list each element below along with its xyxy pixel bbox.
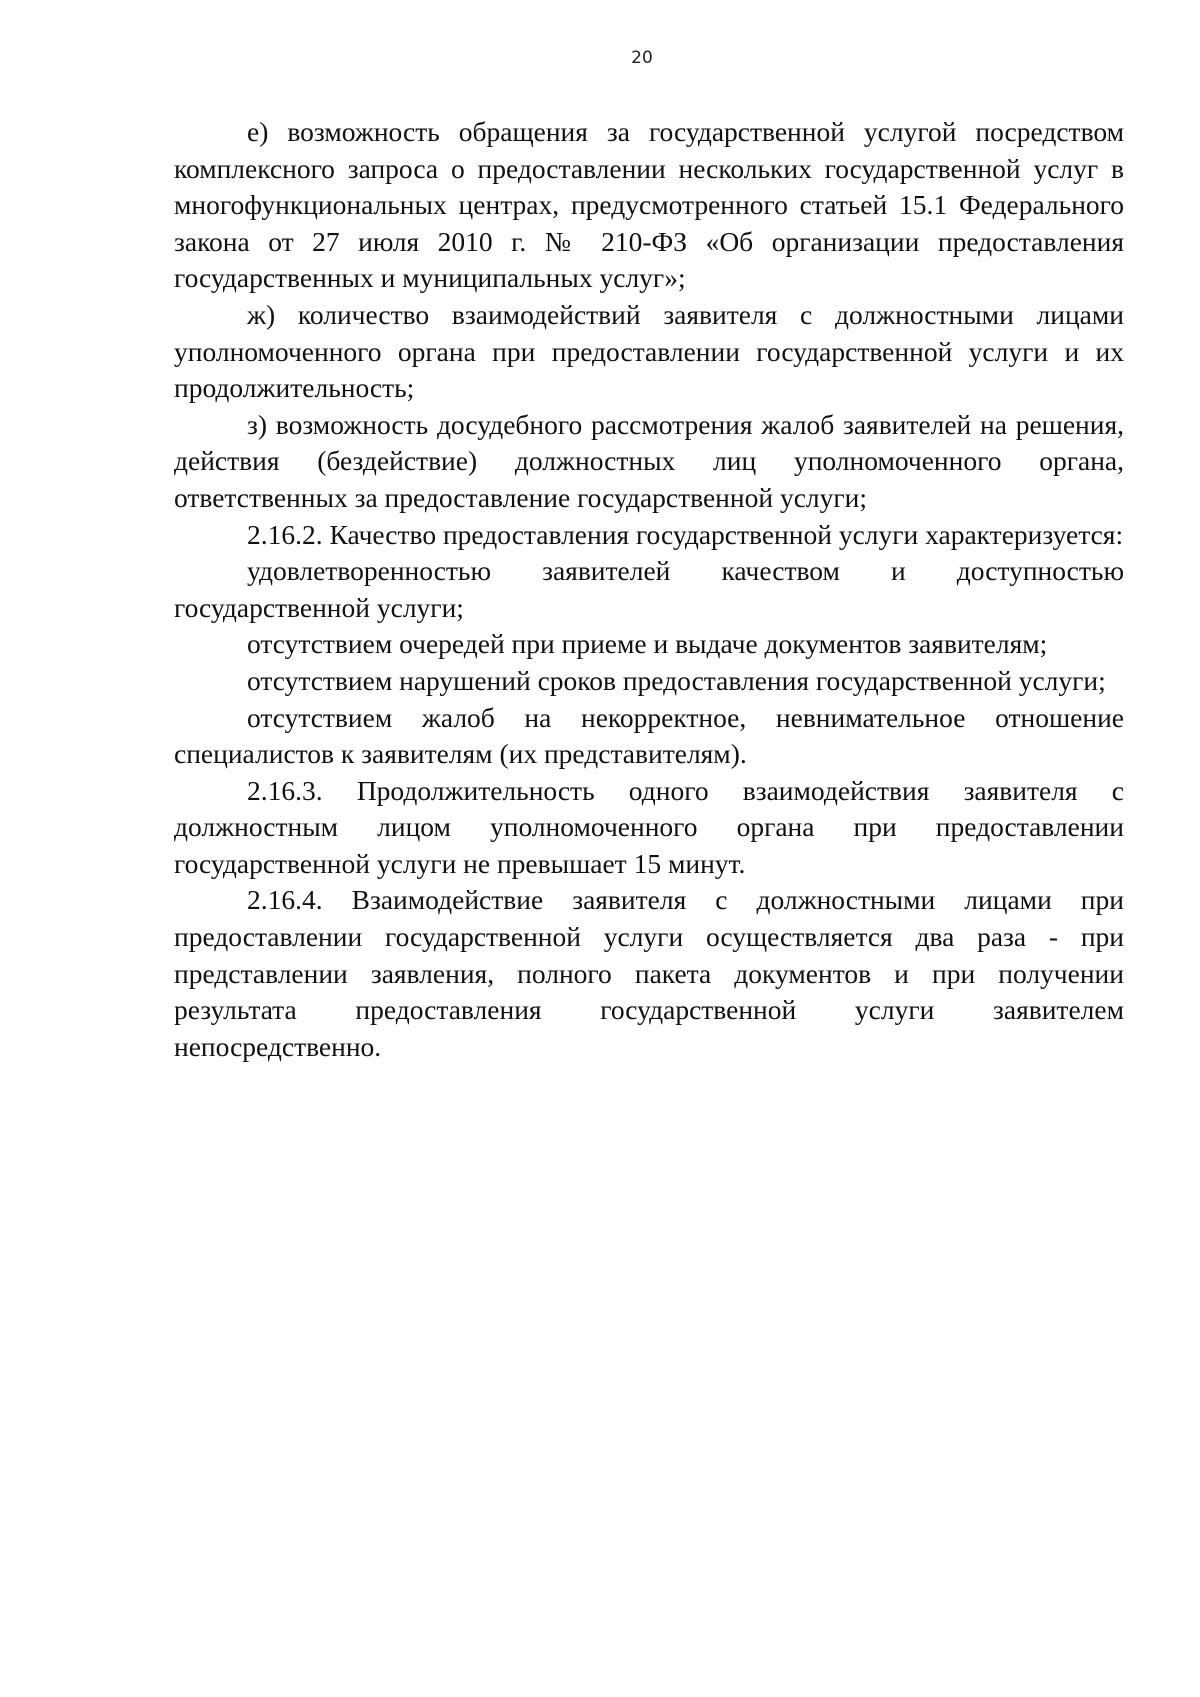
paragraph-zh: ж) количество взаимодействий заявителя с должностными лицами уполномоченного органа при предоставлении государственной услуги и их продолжительность; [174, 298, 1124, 404]
paragraph-no-complaints: отсутствием жалоб на некорректное, невнимательное отношение специалистов к заявителям (их представителям). [174, 701, 1124, 770]
paragraph-z: з) возможность досудебного рассмотрения жалоб заявителей на решения, действия (бездействие) должностных лиц уполномоченного органа, ответственных за предоставление государственной услуги; [174, 408, 1124, 513]
document-body [174, 114, 1124, 1065]
paragraph-2-16-3: 2.16.3. Продолжительность одного взаимодействия заявителя с должностным лицом уполномоченного органа при предоставлении государственной услуги не превышает 15 минут. [174, 774, 1124, 879]
paragraph-e: е) возможность обращения за государственной услугой посредством комплексного запроса о предоставлении нескольких государственной услуг в многофункциональных центрах, предусмотренного статьей 15.1 Федерального закона от 27 июля 2010 г. № 210-ФЗ «Об организации предоставления государственных и муниципальных услуг»; [174, 116, 1124, 294]
paragraph-no-queues: отсутствием очередей при приеме и выдаче документов заявителям; [247, 628, 1048, 660]
paragraph-2-16-2: 2.16.2. Качество предоставления государственной услуги характеризуется: [247, 518, 1124, 550]
paragraph-2-16-4: 2.16.4. Взаимодействие заявителя с должностными лицами при предоставлении государственной услуги осуществляется два раза - при представлении заявления, полного пакета документов и при получении результата предоставления государственной услуги заявителем непосредственно. [174, 884, 1124, 1062]
paragraph-satisfaction: удовлетворенностью заявителей качеством и доступностью государственной услуги; [174, 555, 1124, 623]
paragraph-no-delays: отсутствием нарушений сроков предоставления государственной услуги; [247, 664, 1106, 696]
page-number: 20 [631, 48, 653, 68]
